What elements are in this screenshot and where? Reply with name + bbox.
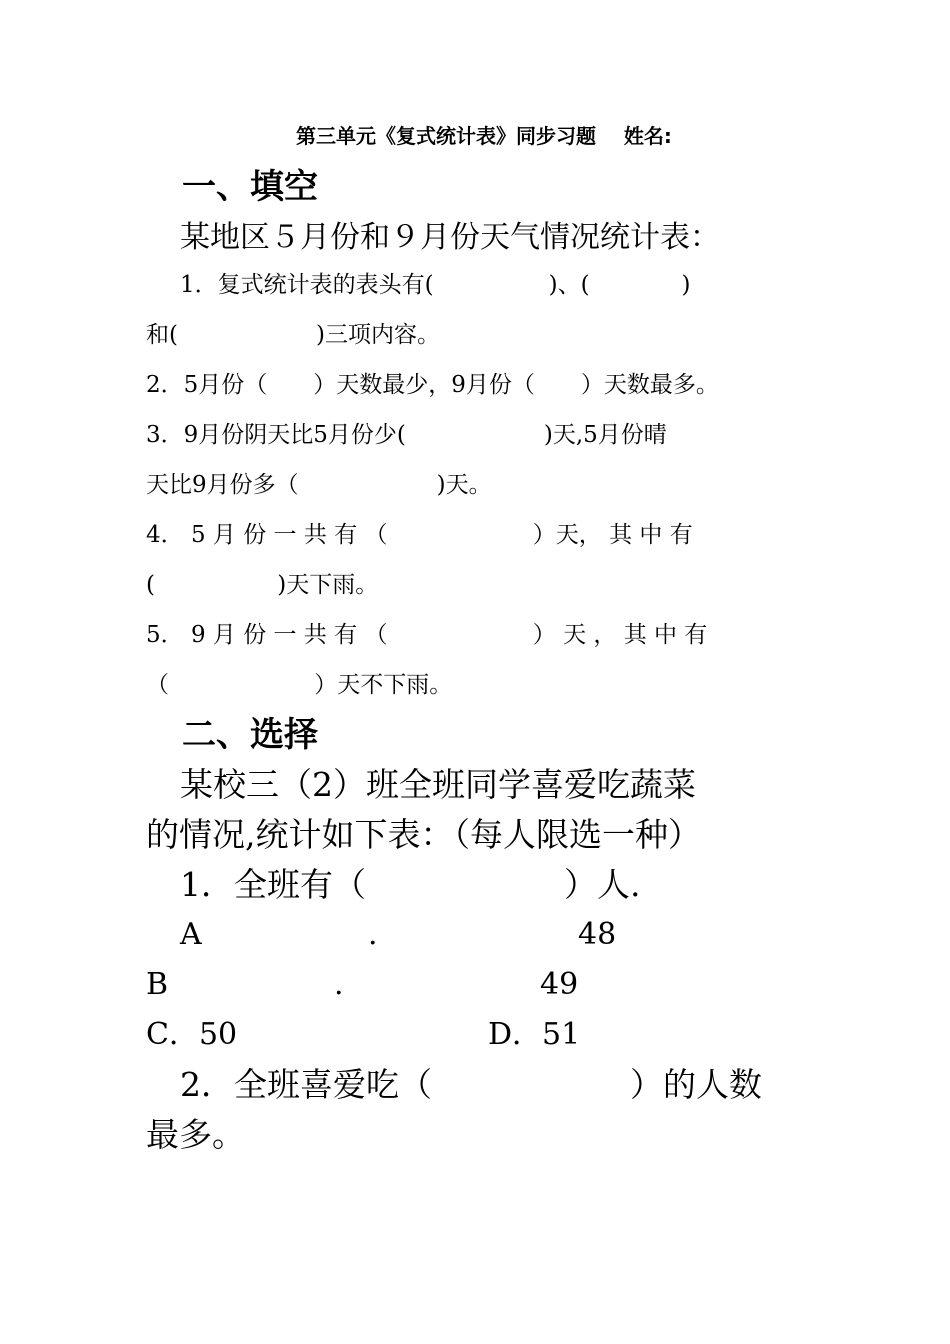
fill-line-9: （ ）天不下雨。 (146, 672, 453, 698)
section1-intro: 某地区５月份和９月份天气情况统计表： (180, 220, 720, 255)
choice-question-2-line2: 最多。 (146, 1115, 245, 1154)
section1-heading: 一、填空 (182, 167, 318, 207)
fill-line-6: 4． 5 月 份 一 共 有 （ ）天， 其 中 有 (146, 522, 693, 548)
choice-question-1: 1．全班有（ ）人. (180, 865, 641, 904)
option-a-dot: . (368, 917, 378, 952)
fill-line-1: 1．复式统计表的表头有( )、( ) (180, 272, 691, 298)
option-a-letter: A (180, 917, 202, 952)
option-a-value: 48 (578, 917, 617, 952)
fill-line-3: 2．5月份（ ）天数最少，9月份（ ）天数最多。 (146, 372, 719, 398)
page-title: 第三单元《复式统计表》同步习题 姓名: (296, 124, 672, 148)
option-b-dot: . (334, 967, 344, 1002)
option-c: C．50 (146, 1017, 238, 1052)
fill-line-4: 3．9月份阴天比5月份少( )天,5月份晴 (146, 422, 667, 448)
option-b-value: 49 (540, 967, 579, 1002)
fill-line-5: 天比9月份多（ )天。 (146, 472, 492, 498)
section2-intro-line1: 某校三（2）班全班同学喜爱吃蔬菜 (180, 765, 696, 804)
option-d: D．51 (488, 1017, 581, 1052)
section2-heading: 二、选择 (182, 715, 318, 755)
fill-line-2: 和( )三项内容。 (146, 322, 440, 348)
section2-intro-line2: 的情况,统计如下表：（每人限选一种） (146, 815, 701, 854)
option-b-letter: B (146, 967, 169, 1002)
choice-question-2-line1: 2．全班喜爱吃（ ）的人数 (180, 1065, 762, 1104)
fill-line-8: 5． 9 月 份 一 共 有 （ ） 天 ， 其 中 有 (146, 622, 708, 648)
fill-line-7: ( )天下雨。 (146, 572, 379, 598)
